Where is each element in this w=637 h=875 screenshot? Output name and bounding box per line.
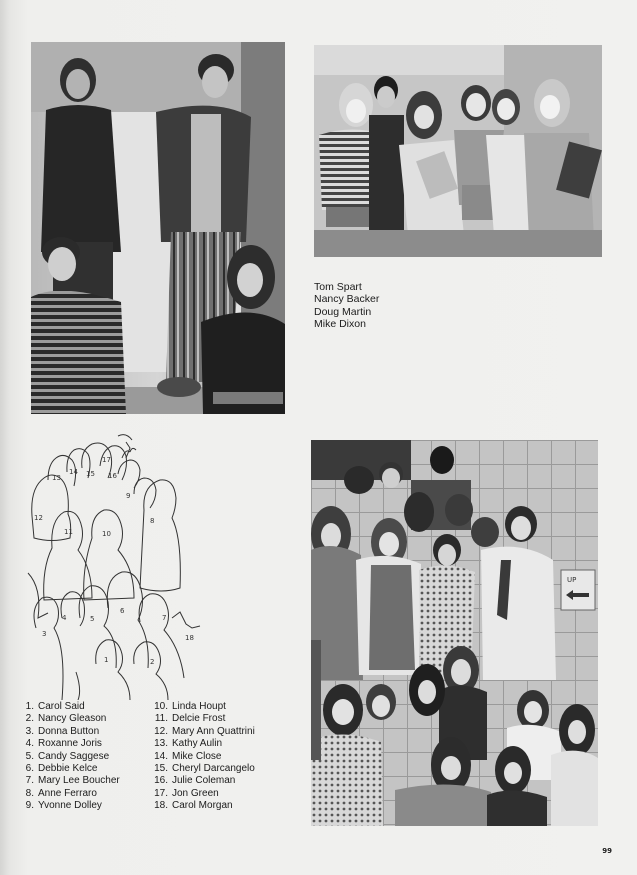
list-item bbox=[24, 800, 120, 812]
student-name: Anne Ferraro bbox=[38, 787, 97, 799]
key-number: 12 bbox=[34, 514, 43, 522]
list-number: 9. bbox=[25, 800, 34, 812]
list-number: 15. bbox=[154, 763, 168, 775]
photo-four-students-image bbox=[31, 42, 285, 414]
list-number: 3. bbox=[25, 725, 34, 737]
student-name: Jon Green bbox=[172, 787, 219, 799]
group-key-diagram bbox=[22, 428, 222, 700]
key-number: 7 bbox=[162, 614, 167, 622]
list-item bbox=[152, 775, 255, 787]
photo-hallway-group bbox=[314, 45, 602, 257]
student-name: Delcie Frost bbox=[172, 713, 226, 725]
student-name: Kathy Aulin bbox=[172, 738, 223, 750]
student-name: Yvonne Dolley bbox=[38, 800, 102, 812]
list-item bbox=[152, 751, 255, 763]
list-number: 14. bbox=[154, 750, 168, 762]
list-item bbox=[24, 738, 120, 750]
key-number: 16 bbox=[108, 472, 117, 480]
key-number: 10 bbox=[102, 530, 111, 538]
list-number: 8. bbox=[25, 787, 34, 799]
list-number: 10. bbox=[154, 701, 168, 712]
list-number: 1. bbox=[25, 701, 34, 712]
names-list-left bbox=[24, 701, 120, 813]
caption-name: Tom Spart bbox=[314, 281, 362, 293]
list-number: 18. bbox=[154, 800, 168, 812]
student-name: Carol Morgan bbox=[172, 800, 233, 812]
list-item bbox=[24, 751, 120, 763]
key-number: 11 bbox=[64, 528, 73, 536]
key-numbers bbox=[34, 456, 194, 666]
key-number: 6 bbox=[120, 607, 125, 615]
student-name: Julie Coleman bbox=[172, 775, 236, 787]
list-number: 17. bbox=[154, 787, 168, 799]
list-item bbox=[24, 713, 120, 725]
list-item bbox=[152, 788, 255, 800]
student-name: Donna Button bbox=[38, 725, 100, 737]
list-number: 2. bbox=[25, 713, 34, 725]
svg-text:UP: UP bbox=[567, 576, 577, 584]
photo-hallway-group-image bbox=[314, 45, 602, 257]
list-item bbox=[24, 775, 120, 787]
list-number: 12. bbox=[154, 725, 168, 737]
list-item bbox=[24, 788, 120, 800]
list-item bbox=[24, 701, 120, 713]
photo-four-students bbox=[31, 42, 285, 414]
caption-name: Nancy Backer bbox=[314, 293, 380, 306]
student-name: Mike Close bbox=[172, 750, 222, 762]
key-number: 2 bbox=[150, 658, 155, 666]
student-name: Mary Lee Boucher bbox=[38, 775, 120, 787]
list-item bbox=[24, 763, 120, 775]
list-number: 5. bbox=[25, 750, 34, 762]
list-number: 11. bbox=[154, 713, 168, 725]
student-name: Carol Said bbox=[38, 701, 85, 712]
key-number: 3 bbox=[42, 630, 47, 638]
list-item bbox=[152, 701, 255, 713]
key-number: 13 bbox=[52, 474, 61, 482]
key-number: 17 bbox=[102, 456, 111, 464]
student-name: Candy Saggese bbox=[38, 750, 110, 762]
top-right-caption bbox=[314, 281, 379, 331]
key-number: 5 bbox=[90, 615, 95, 623]
student-name: Mary Ann Quattrini bbox=[172, 725, 255, 737]
student-name: Linda Houpt bbox=[172, 701, 226, 712]
student-name: Debbie Kelce bbox=[38, 763, 98, 775]
list-item bbox=[152, 713, 255, 725]
list-number: 16. bbox=[154, 775, 168, 787]
student-name: Roxanne Joris bbox=[38, 738, 102, 750]
caption-name: Mike Dixon bbox=[314, 318, 366, 331]
page-number: 99 bbox=[602, 847, 612, 855]
key-number: 18 bbox=[185, 634, 194, 642]
list-item bbox=[152, 726, 255, 738]
key-number: 9 bbox=[126, 492, 131, 500]
student-name: Cheryl Darcangelo bbox=[172, 763, 255, 775]
caption-name: Doug Martin bbox=[314, 305, 372, 318]
names-list-right bbox=[152, 701, 255, 813]
list-item bbox=[24, 726, 120, 738]
key-number: 15 bbox=[86, 470, 95, 478]
list-item bbox=[152, 800, 255, 812]
key-number: 14 bbox=[69, 468, 78, 476]
photo-large-group-image bbox=[311, 440, 598, 826]
list-number: 4. bbox=[25, 738, 34, 750]
key-number: 1 bbox=[104, 656, 109, 664]
list-number: 13. bbox=[154, 738, 168, 750]
list-number: 6. bbox=[25, 763, 34, 775]
list-item bbox=[152, 763, 255, 775]
photo-large-group bbox=[311, 440, 598, 826]
list-item bbox=[152, 738, 255, 750]
list-number: 7. bbox=[25, 775, 34, 787]
key-number: 8 bbox=[150, 517, 155, 525]
student-name: Nancy Gleason bbox=[38, 713, 107, 725]
key-number: 4 bbox=[62, 614, 67, 622]
